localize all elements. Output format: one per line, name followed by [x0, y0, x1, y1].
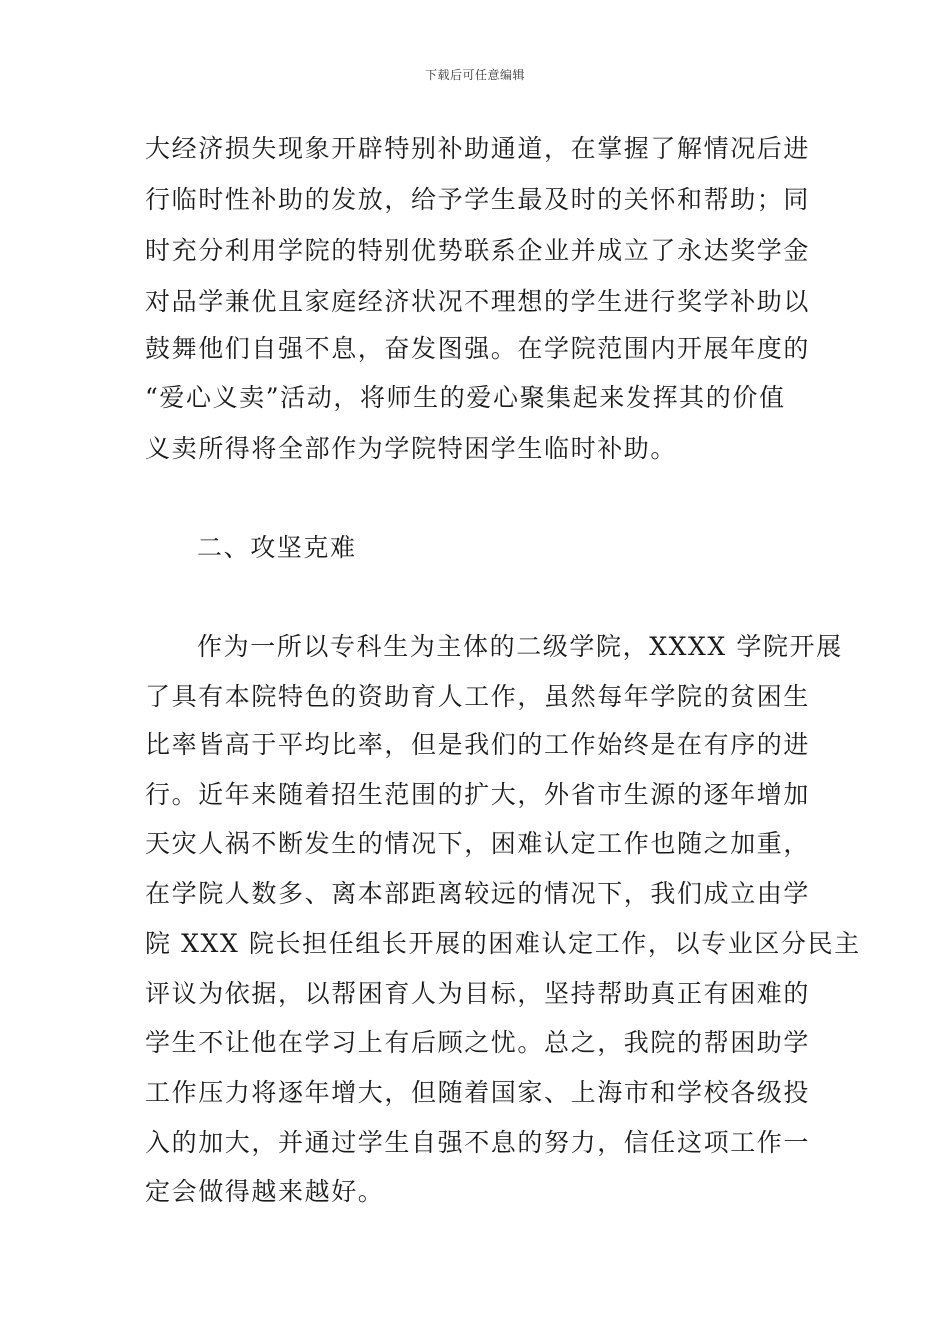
paragraph-line: “爱心义卖”活动，将师生的爱心聚集起来发挥其的价值: [145, 383, 786, 412]
paragraph-line: 了具有本院特色的资助育人工作，虽然每年学院的贫困生: [145, 682, 811, 711]
paragraph-line: 行临时性补助的发放，给予学生最及时的关怀和帮助；同: [145, 185, 811, 214]
paragraph-line: 天灾人祸不断发生的情况下，困难认定工作也随之加重，: [145, 829, 811, 858]
paragraph-line: 作为一所以专科生为主体的二级学院，XXXX 学院开展: [197, 632, 843, 661]
paragraph-line: 义卖所得将全部作为学院特困学生临时补助。: [145, 434, 678, 463]
paragraph-line: 院 XXX 院长担任组长开展的困难认定工作，以专业区分民主: [145, 929, 861, 958]
section-heading: 二、攻坚克难: [197, 533, 357, 562]
paragraph-line: 学生不让他在学习上有后顾之忧。总之，我院的帮困助学: [145, 1028, 811, 1057]
paragraph-line: 定会做得越来越好。: [145, 1177, 385, 1206]
page-header-note: 下载后可任意编辑: [424, 68, 525, 82]
paragraph-line: 比率皆高于平均比率，但是我们的工作始终是在有序的进: [145, 730, 811, 759]
paragraph-line: 行。近年来随着招生范围的扩大，外省市生源的逐年增加: [145, 780, 811, 809]
paragraph-line: 在学院人数多、离本部距离较远的情况下，我们成立由学: [145, 879, 811, 908]
paragraph-line: 工作压力将逐年增大，但随着国家、上海市和学校各级投: [145, 1078, 811, 1107]
paragraph-line: 对品学兼优且家庭经济状况不理想的学生进行奖学补助以: [145, 287, 811, 316]
paragraph-line: 评议为依据，以帮困育人为目标，坚持帮助真正有困难的: [145, 979, 811, 1008]
paragraph-line: 鼓舞他们自强不息，奋发图强。在学院范围内开展年度的: [145, 334, 811, 363]
paragraph-line: 大经济损失现象开辟特别补助通道，在掌握了解情况后进: [145, 134, 811, 163]
paragraph-line: 入的加大，并通过学生自强不息的努力，信任这项工作一: [145, 1128, 811, 1157]
paragraph-line: 时充分利用学院的特别优势联系企业并成立了永达奖学金: [145, 236, 811, 265]
